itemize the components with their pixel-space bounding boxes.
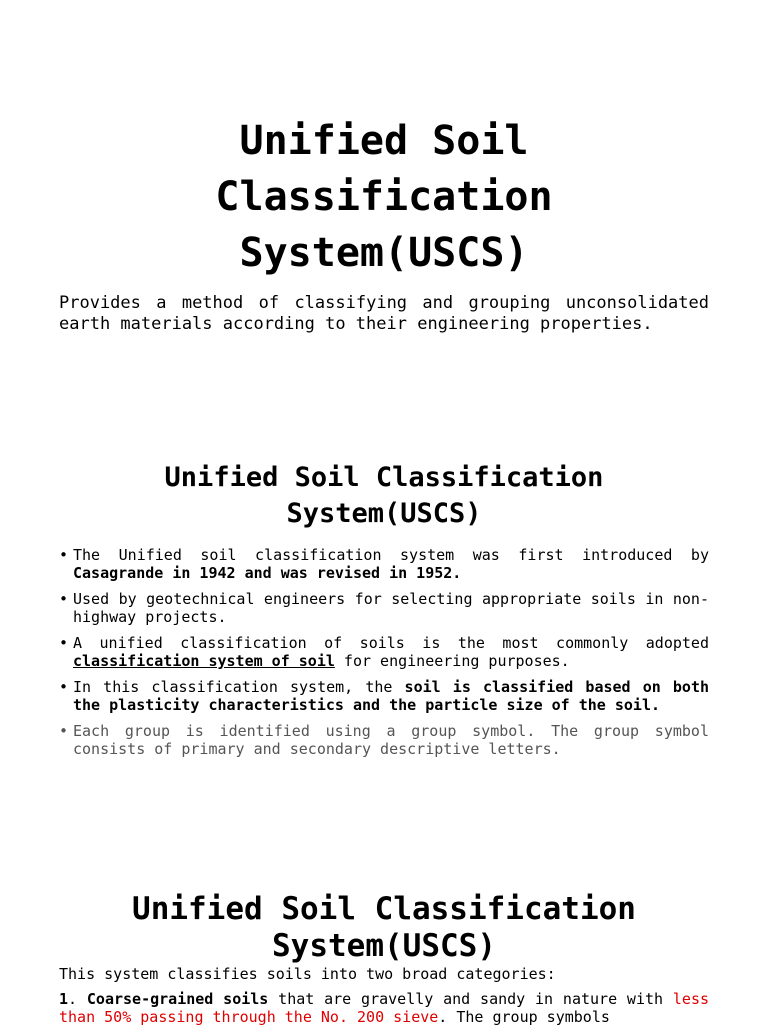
slide-1-title-line-1: Unified Soil <box>239 118 529 164</box>
slide-2-title <box>0 460 768 532</box>
bullet-text-end: for engineering purposes. <box>334 652 570 670</box>
bullet-item <box>59 722 709 758</box>
bullet-bold-underlined-text: classification system of soil <box>73 652 335 670</box>
slide-2-bullet-list <box>0 546 768 758</box>
bullet-item <box>59 590 709 626</box>
item-separator: . <box>68 990 87 1008</box>
slide-1-title <box>0 113 768 281</box>
slide-3-title-line-2: System(USCS) <box>272 928 496 964</box>
bullet-item <box>59 634 709 670</box>
slide-3-title <box>0 891 768 965</box>
bullet-dot: • <box>59 634 69 652</box>
bullet-item <box>59 678 709 714</box>
bullet-item <box>59 546 709 582</box>
bullet-text: The Unified soil classification system was first introduced by <box>73 546 709 564</box>
item-number: 1 <box>59 990 69 1008</box>
slide-2 <box>0 460 768 766</box>
slide-1-title-line-3: System(USCS) <box>239 230 529 276</box>
bullet-dot: • <box>59 590 69 608</box>
bullet-dot: • <box>59 722 69 740</box>
bullet-bold-text: Casagrande in 1942 and was revised in 1952 <box>73 564 453 582</box>
bullet-text: Used by geotechnical engineers for selecting appropriate soils in non-highway projects. <box>73 590 709 626</box>
slide-3-item-1 <box>59 990 709 1026</box>
slide-1-title-line-2: Classification <box>215 174 553 220</box>
bullet-text: A unified classification of soils is the most commonly adopted <box>73 634 709 652</box>
item-text-end: . The group symbols <box>438 1008 610 1026</box>
item-bold-text: Coarse-grained soils <box>86 990 269 1008</box>
slide-2-title-line-1: Unified Soil Classification <box>164 462 604 493</box>
slide-1-description: Provides a method of classifying and grouping unconsolidated earth materials according to their engineering properties. <box>59 293 709 334</box>
bullet-text-end: . <box>452 564 462 582</box>
slide-3 <box>0 891 768 1026</box>
slide-3-title-line-1: Unified Soil Classification <box>132 891 636 927</box>
bullet-dot: • <box>59 678 69 696</box>
bullet-text: In this classification system, the <box>73 678 405 696</box>
bullet-dot: • <box>59 546 69 564</box>
slide-1 <box>0 113 768 334</box>
item-text: that are gravelly and sandy in nature with <box>268 990 673 1008</box>
bullet-bold-text: soil is classified based on both the plasticity characteristics and the particle size of the soil. <box>73 678 709 714</box>
slide-2-title-line-2: System(USCS) <box>286 498 482 529</box>
bullet-text: Each group is identified using a group symbol. The group symbol consists of primary and secondary descriptive letters. <box>73 722 709 758</box>
slide-3-intro: This system classifies soils into two broad categories: <box>59 965 556 983</box>
item-red-text: less than 50% passing through the No. 200 sieve <box>59 990 710 1026</box>
